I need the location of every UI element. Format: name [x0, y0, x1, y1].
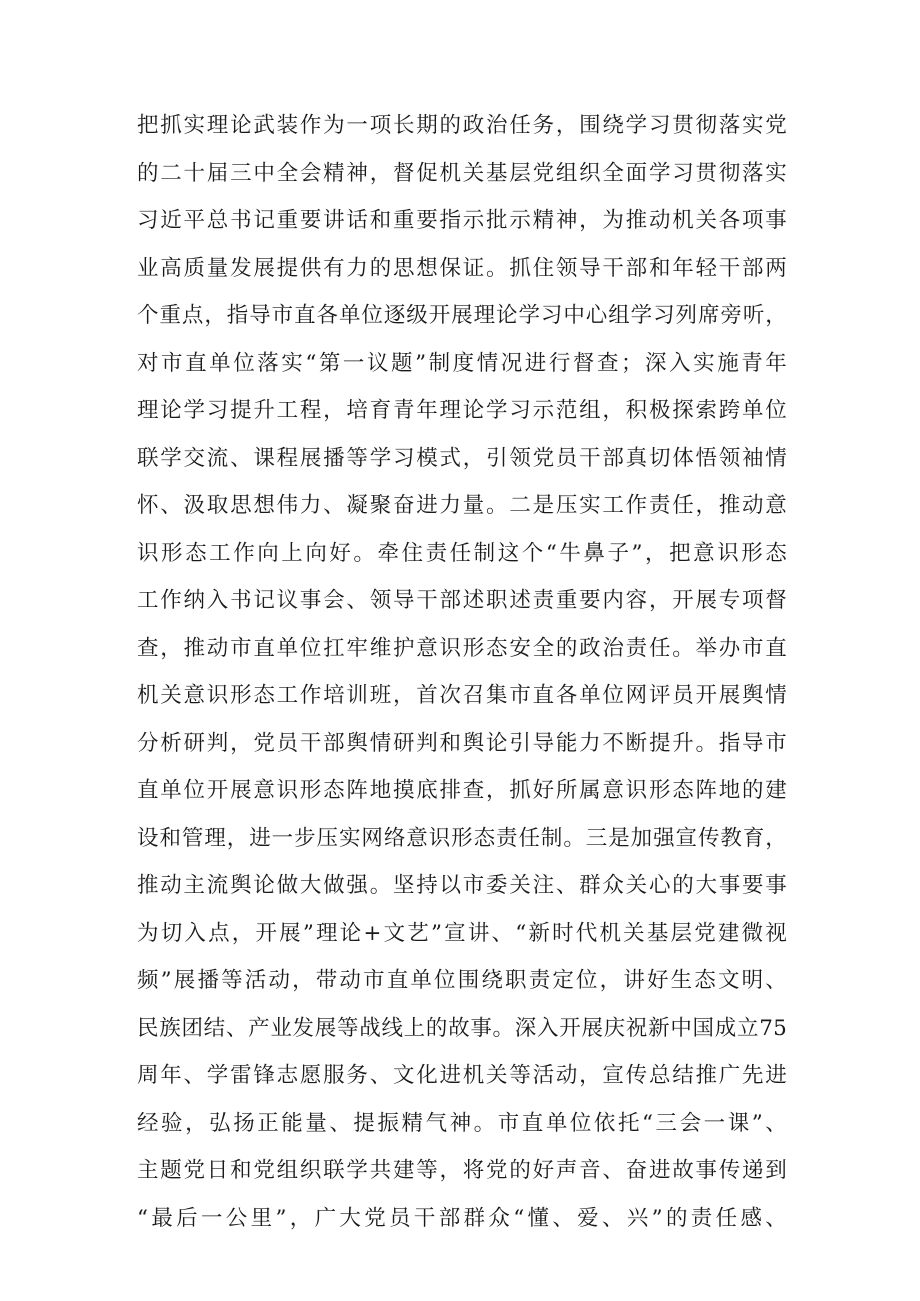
text-line-3: 习近平总书记重要讲话和重要指示批示精神，为推动机关各项事 — [137, 208, 787, 233]
text-line-14: 分析研判，党员干部舆情研判和舆论引导能力不断提升。指导市 — [137, 730, 787, 756]
text-line-19: 频”展播等活动，带动市直单位围绕职责定位，讲好生态文明、 — [137, 968, 787, 993]
text-line-16: 设和管理，进一步压实网络意识形态责任制。三是加强宣传教育， — [137, 825, 787, 851]
text-line-23: 主题党日和党组织联学共建等，将党的好声音、奋进故事传递到 — [137, 1158, 787, 1183]
text-line-18: 为切入点，开展”理论+文艺”宣讲、“新时代机关基层党建微视 — [137, 920, 787, 946]
text-line-7: 理论学习提升工程，培育青年理论学习示范组，积极探索跨单位 — [137, 398, 787, 423]
text-line-6: 对市直单位落实“第一议题”制度情况进行督查；深入实施青年 — [137, 350, 787, 376]
text-line-2: 的二十届三中全会精神，督促机关基层党组织全面学习贯彻落实 — [137, 160, 787, 186]
text-line-4: 业高质量发展提供有力的思想保证。抓住领导干部和年轻干部两 — [137, 255, 787, 281]
text-line-11: 工作纳入书记议事会、领导干部述职述责重要内容，开展专项督 — [137, 588, 787, 613]
text-line-22: 经验，弘扬正能量、提振精气神。市直单位依托“三会一课”、 — [137, 1110, 787, 1136]
text-line-24: “最后一公里”，广大党员干部群众“懂、爱、兴”的责任感、 — [137, 1205, 787, 1231]
text-line-13: 机关意识形态工作培训班，首次召集市直各单位网评员开展舆情 — [137, 683, 787, 708]
text-line-10: 识形态工作向上向好。牵住责任制这个“牛鼻子”，把意识形态 — [137, 540, 787, 566]
text-line-15: 直单位开展意识形态阵地摸底排查，抓好所属意识形态阵地的建 — [137, 778, 787, 803]
text-line-12: 查，推动市直单位扛牢维护意识形态安全的政治责任。举办市直 — [137, 635, 787, 661]
text-line-21: 周年、学雷锋志愿服务、文化进机关等活动，宣传总结推广先进 — [137, 1063, 787, 1088]
text-line-17: 推动主流舆论做大做强。坚持以市委关注、群众关心的大事要事 — [137, 873, 787, 898]
text-line-8: 联学交流、课程展播等学习模式，引领党员干部真切体悟领袖情 — [137, 445, 787, 471]
text-line-1: 把抓实理论武装作为一项长期的政治任务，围绕学习贯彻落实党 — [137, 113, 787, 138]
text-line-9: 怀、汲取思想伟力、凝聚奋进力量。二是压实工作责任，推动意 — [137, 493, 787, 518]
text-line-5: 个重点，指导市直各单位逐级开展理论学习中心组学习列席旁听， — [137, 303, 787, 328]
body-paragraph — [137, 102, 787, 1242]
text-line-20: 民族团结、产业发展等战线上的故事。深入开展庆祝新中国成立75 — [137, 1015, 787, 1041]
